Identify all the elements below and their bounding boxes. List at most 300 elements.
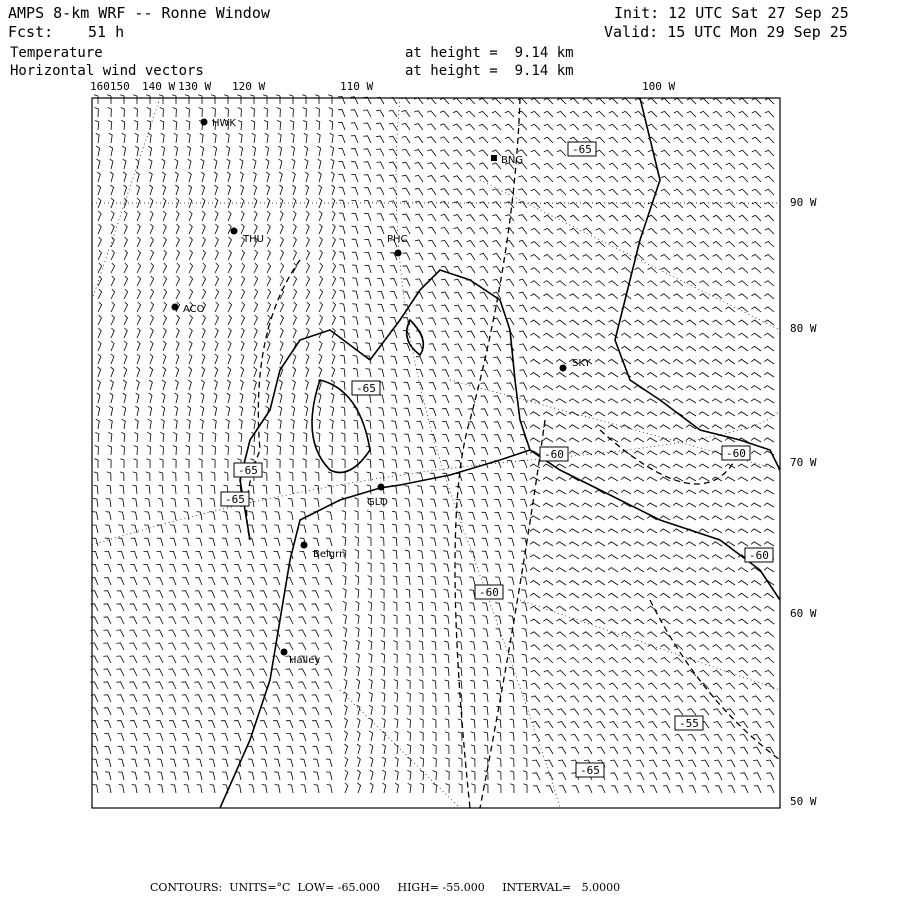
wind-barb	[649, 734, 657, 741]
wind-barb	[186, 108, 190, 118]
wind-barb	[247, 669, 255, 676]
wind-barb	[95, 432, 99, 442]
wind-barb	[751, 503, 761, 507]
wind-barb	[202, 328, 205, 338]
wind-barb	[583, 228, 592, 234]
wind-barb	[479, 228, 488, 234]
wind-barb	[122, 406, 125, 416]
wind-barb	[754, 773, 762, 780]
wind-barb	[241, 354, 244, 364]
wind-barb	[351, 149, 358, 156]
wind-barb	[150, 315, 154, 325]
wind-barb	[182, 591, 189, 598]
wind-barb	[342, 523, 346, 533]
wind-barb	[241, 211, 244, 221]
wind-barb	[530, 307, 540, 312]
wind-barb	[261, 525, 267, 533]
wind-barb	[111, 315, 115, 325]
wind-barb	[523, 706, 528, 715]
wind-barb	[430, 486, 436, 494]
wind-barb	[764, 619, 774, 624]
wind-barb	[543, 412, 553, 416]
wind-barb	[405, 486, 411, 494]
wind-barb	[402, 175, 410, 182]
wind-barb	[712, 503, 722, 507]
wind-barb	[481, 499, 488, 507]
wind-barb	[738, 425, 748, 429]
wind-barb	[543, 373, 553, 378]
wind-barb	[241, 315, 245, 325]
wind-barb	[725, 581, 735, 586]
wind-barb	[532, 734, 540, 741]
wind-barb	[621, 555, 631, 559]
lon-label-70w: 70 W	[790, 456, 817, 469]
wind-barb	[418, 550, 423, 559]
wind-barb	[531, 124, 540, 130]
wind-barb	[740, 747, 748, 754]
wind-barb	[174, 419, 178, 429]
wind-barb	[432, 667, 436, 676]
wind-barb	[249, 498, 254, 507]
wind-barb	[570, 255, 579, 261]
wind-barb	[453, 98, 462, 104]
wind-barb	[394, 718, 398, 728]
wind-barb	[634, 373, 644, 378]
wind-barb	[569, 373, 579, 378]
wind-barb	[470, 693, 475, 702]
contour-label-box	[722, 446, 750, 460]
wind-barb	[185, 459, 189, 468]
wind-barb	[530, 425, 540, 429]
wind-barb	[341, 394, 345, 403]
wind-barb	[752, 658, 761, 664]
wind-barb	[752, 98, 761, 104]
wind-barb	[673, 333, 683, 338]
wind-barb	[673, 346, 683, 351]
wind-barb	[420, 758, 424, 768]
wind-barb	[738, 581, 748, 586]
wind-barb	[714, 734, 722, 741]
wind-barb	[522, 693, 527, 702]
wind-barb	[415, 188, 423, 195]
wind-barb	[765, 683, 774, 689]
wind-barb	[367, 537, 371, 546]
wind-barb	[647, 490, 657, 494]
wind-barb	[325, 734, 332, 742]
wind-barb	[673, 359, 683, 364]
wind-barb	[582, 477, 592, 481]
wind-barb	[557, 632, 567, 637]
wind-barb	[304, 406, 307, 416]
wind-barb	[726, 176, 735, 182]
wind-barb	[145, 512, 151, 520]
wind-barb	[382, 744, 386, 754]
wind-barb	[110, 393, 113, 403]
wind-barb	[354, 420, 359, 429]
wind-barb	[239, 146, 242, 156]
wind-barb	[312, 695, 319, 702]
wind-barb	[274, 746, 280, 754]
station-marker-hwk	[201, 119, 208, 126]
wind-barb	[415, 279, 423, 286]
wind-barb	[752, 670, 761, 676]
wind-barb	[495, 564, 501, 572]
wind-barb	[765, 137, 774, 143]
station-marker-halley	[281, 649, 288, 656]
wind-barb	[544, 294, 554, 299]
wind-barb	[342, 536, 346, 546]
wind-barb	[189, 354, 192, 364]
wind-barb	[391, 434, 397, 442]
wind-barb	[430, 460, 436, 468]
wind-barb	[712, 464, 722, 468]
forecast-label: Fcst:	[8, 23, 54, 41]
wind-barb	[492, 228, 501, 234]
wind-barb	[687, 228, 696, 234]
wind-barb	[210, 498, 215, 507]
wind-barb	[495, 512, 502, 520]
wind-barb	[332, 289, 336, 299]
wind-barb	[443, 551, 449, 559]
wind-barb	[276, 472, 280, 481]
wind-barb	[471, 758, 475, 767]
wind-barb	[725, 503, 735, 507]
wind-barb	[661, 163, 670, 169]
wind-barb	[725, 606, 735, 611]
wind-barb	[299, 721, 306, 728]
wind-barb	[660, 359, 670, 364]
wind-barb	[353, 368, 358, 377]
wind-barb	[530, 619, 540, 624]
wind-barb	[420, 745, 424, 755]
wind-barb	[208, 604, 215, 611]
wind-barb	[418, 576, 423, 585]
wind-barb	[648, 632, 658, 637]
wind-barb	[105, 551, 112, 559]
wind-barb	[634, 529, 644, 533]
wind-barb	[712, 307, 722, 312]
wind-barb	[596, 137, 605, 143]
wind-barb	[402, 123, 410, 130]
wind-barb	[621, 568, 631, 572]
wind-barb	[378, 330, 384, 338]
wind-barb	[519, 253, 527, 260]
wind-barb	[406, 641, 410, 650]
wind-barb	[582, 503, 592, 507]
wind-barb	[468, 396, 475, 403]
wind-barb	[700, 670, 709, 676]
wind-barb	[530, 568, 540, 572]
wind-barb	[699, 606, 709, 611]
wind-barb	[636, 760, 644, 767]
wind-vector-field	[90, 95, 774, 793]
wind-barb	[713, 683, 722, 689]
wind-barb	[608, 490, 618, 494]
wind-barb	[306, 250, 310, 260]
wind-barb	[159, 472, 163, 481]
wind-barb	[415, 253, 423, 260]
wind-barb	[713, 709, 722, 715]
wind-barb	[290, 446, 294, 456]
wind-barb	[233, 643, 241, 650]
wind-barb	[228, 289, 232, 299]
wind-barb	[170, 772, 176, 780]
wind-barb	[483, 629, 488, 637]
wind-barb	[686, 542, 696, 546]
wind-barb	[674, 189, 683, 195]
wind-barb	[509, 680, 514, 689]
wind-barb	[661, 228, 670, 234]
wind-barb	[299, 695, 306, 702]
wind-barb	[299, 708, 306, 715]
wind-barb	[382, 731, 386, 741]
wind-barb	[441, 240, 449, 247]
wind-barb	[306, 315, 310, 325]
wind-barb	[169, 734, 176, 742]
wind-barb	[712, 386, 722, 390]
wind-barb	[608, 516, 618, 520]
wind-barb	[468, 461, 475, 469]
wind-barb	[519, 305, 527, 312]
wind-barb	[306, 237, 309, 247]
wind-barb	[739, 670, 748, 676]
lon-label-140w: 140 W	[142, 80, 176, 93]
wind-barb	[240, 380, 243, 390]
wind-barb	[368, 640, 372, 650]
wind-barb	[394, 667, 398, 677]
wind-barb	[357, 731, 360, 741]
wind-barb	[609, 268, 618, 273]
wind-barb	[286, 721, 293, 728]
wind-barb	[339, 200, 345, 208]
wind-barb	[352, 213, 359, 221]
wind-barb	[117, 721, 124, 728]
wind-barb	[326, 772, 332, 780]
wind-barb	[432, 732, 436, 741]
wind-barb	[124, 224, 127, 234]
wind-barb	[305, 159, 308, 169]
wind-barb	[467, 357, 475, 364]
wind-barb	[253, 393, 256, 403]
wind-barb	[471, 732, 475, 741]
wind-barb	[610, 747, 618, 754]
wind-barb	[596, 709, 605, 715]
wind-barb	[557, 242, 566, 248]
wind-barb	[149, 185, 152, 195]
wind-barb	[312, 682, 320, 689]
wind-barb	[415, 150, 423, 157]
wind-barb	[583, 683, 592, 689]
wind-barb	[215, 315, 219, 325]
wind-barb	[556, 529, 566, 533]
wind-barb	[312, 617, 320, 624]
wind-barb	[234, 721, 241, 728]
wind-barb	[674, 696, 683, 702]
wind-barb	[330, 419, 334, 429]
wind-barb	[143, 578, 150, 585]
station-label-bng: BNG	[501, 155, 524, 166]
wind-barb	[481, 448, 488, 455]
wind-barb	[378, 395, 384, 403]
wind-barb	[392, 498, 397, 507]
wind-barb	[764, 593, 774, 598]
wind-barb	[367, 550, 371, 559]
wind-barb	[621, 438, 631, 442]
wind-barb	[467, 228, 476, 235]
wind-barb	[389, 162, 397, 169]
wind-barb	[130, 604, 137, 611]
wind-barb	[521, 512, 527, 520]
wind-barb	[582, 412, 592, 416]
wind-barb	[686, 373, 696, 378]
wind-barb	[699, 542, 709, 546]
wind-barb	[637, 786, 644, 793]
wind-barb	[453, 189, 462, 195]
wind-barb	[712, 593, 722, 598]
wind-barb	[483, 654, 488, 663]
wind-barb	[286, 734, 293, 742]
wind-barb	[557, 281, 567, 286]
wind-barb	[634, 425, 644, 429]
wind-barb	[291, 406, 294, 416]
wind-barb	[522, 616, 527, 624]
wind-barb	[700, 242, 709, 248]
wind-barb	[97, 393, 100, 403]
wind-barb	[597, 734, 605, 741]
wind-barb	[674, 98, 683, 104]
wind-barb	[147, 446, 151, 456]
wind-barb	[497, 732, 501, 741]
wind-barb	[156, 604, 163, 611]
wind-barb	[390, 266, 397, 273]
wind-barb	[456, 590, 462, 598]
wind-barb	[544, 632, 554, 637]
wind-barb	[470, 680, 475, 689]
wind-barb	[226, 146, 229, 156]
wind-barb	[764, 606, 774, 611]
wind-barb	[300, 772, 306, 780]
wind-barb	[687, 294, 697, 299]
wind-barb	[739, 645, 748, 650]
wind-barb	[466, 111, 475, 117]
wind-barb	[390, 292, 397, 300]
wind-barb	[764, 399, 774, 403]
wind-barb	[149, 380, 152, 390]
wind-barb	[663, 786, 670, 793]
wind-barb	[156, 721, 163, 728]
wind-barb	[596, 150, 605, 156]
wind-barb	[92, 525, 98, 533]
wind-barb	[260, 578, 267, 585]
wind-barb	[466, 189, 475, 195]
wind-barb	[353, 330, 358, 338]
wind-barb	[510, 771, 514, 780]
wind-barb	[207, 643, 215, 650]
wind-barb	[379, 446, 384, 455]
wind-barb	[443, 538, 449, 546]
wind-barb	[556, 490, 566, 494]
wind-barb	[175, 159, 178, 169]
wind-barb	[557, 189, 566, 195]
wind-barb	[559, 786, 566, 793]
wind-barb	[427, 98, 436, 104]
wind-barb	[673, 425, 683, 429]
wind-barb	[391, 356, 397, 364]
wind-barb	[156, 708, 163, 715]
wind-barb	[741, 786, 748, 793]
wind-barb	[454, 266, 462, 273]
wind-barb	[215, 250, 219, 260]
wind-barb	[543, 555, 553, 559]
wind-barb	[583, 709, 592, 715]
wind-barb	[495, 525, 501, 533]
wind-barb	[673, 516, 683, 520]
wind-barb	[291, 133, 295, 143]
wind-barb	[470, 616, 476, 624]
wind-barb	[161, 146, 164, 156]
wind-barb	[699, 568, 709, 572]
wind-barb	[130, 695, 137, 702]
wind-barb	[583, 658, 592, 664]
wind-barb	[119, 785, 124, 794]
wind-barb	[329, 120, 333, 130]
wind-barb	[163, 341, 166, 351]
wind-barb	[176, 211, 179, 221]
wind-barb	[523, 732, 527, 741]
wind-barb	[765, 242, 774, 248]
wind-barb	[338, 161, 345, 169]
wind-barb	[712, 320, 722, 325]
wind-barb	[674, 632, 684, 637]
wind-barb	[595, 412, 605, 416]
wind-barb	[405, 537, 410, 546]
wind-barb	[202, 263, 206, 273]
wind-barb	[201, 159, 204, 169]
wind-barb	[660, 568, 670, 572]
wind-barb	[660, 464, 670, 468]
wind-barb	[131, 538, 137, 546]
wind-barb	[660, 451, 670, 455]
wind-barb	[267, 289, 271, 299]
wind-barb	[241, 224, 244, 234]
wind-barb	[417, 460, 423, 468]
wind-barb	[240, 393, 243, 403]
wind-barb	[700, 632, 710, 637]
wind-barb	[764, 542, 774, 546]
wind-barb	[469, 577, 475, 585]
wind-barb	[111, 211, 114, 221]
wind-barb	[300, 746, 306, 754]
wind-barb	[196, 746, 202, 754]
wind-barb	[182, 734, 189, 742]
wind-barb	[546, 773, 554, 780]
wind-barb	[227, 159, 230, 169]
wind-barb	[273, 669, 281, 676]
wind-barb	[121, 446, 125, 456]
wind-barb	[522, 667, 527, 676]
wind-barb	[209, 551, 216, 559]
height-label-1: at height = 9.14 km	[405, 45, 574, 61]
wind-barb	[267, 211, 270, 221]
wind-barb	[510, 719, 515, 728]
wind-barb	[210, 485, 215, 494]
wind-barb	[137, 315, 141, 325]
wind-barb	[143, 721, 150, 728]
wind-barb	[726, 294, 736, 299]
wind-barb	[241, 198, 244, 208]
wind-barb	[545, 734, 553, 741]
wind-barb	[557, 670, 566, 676]
